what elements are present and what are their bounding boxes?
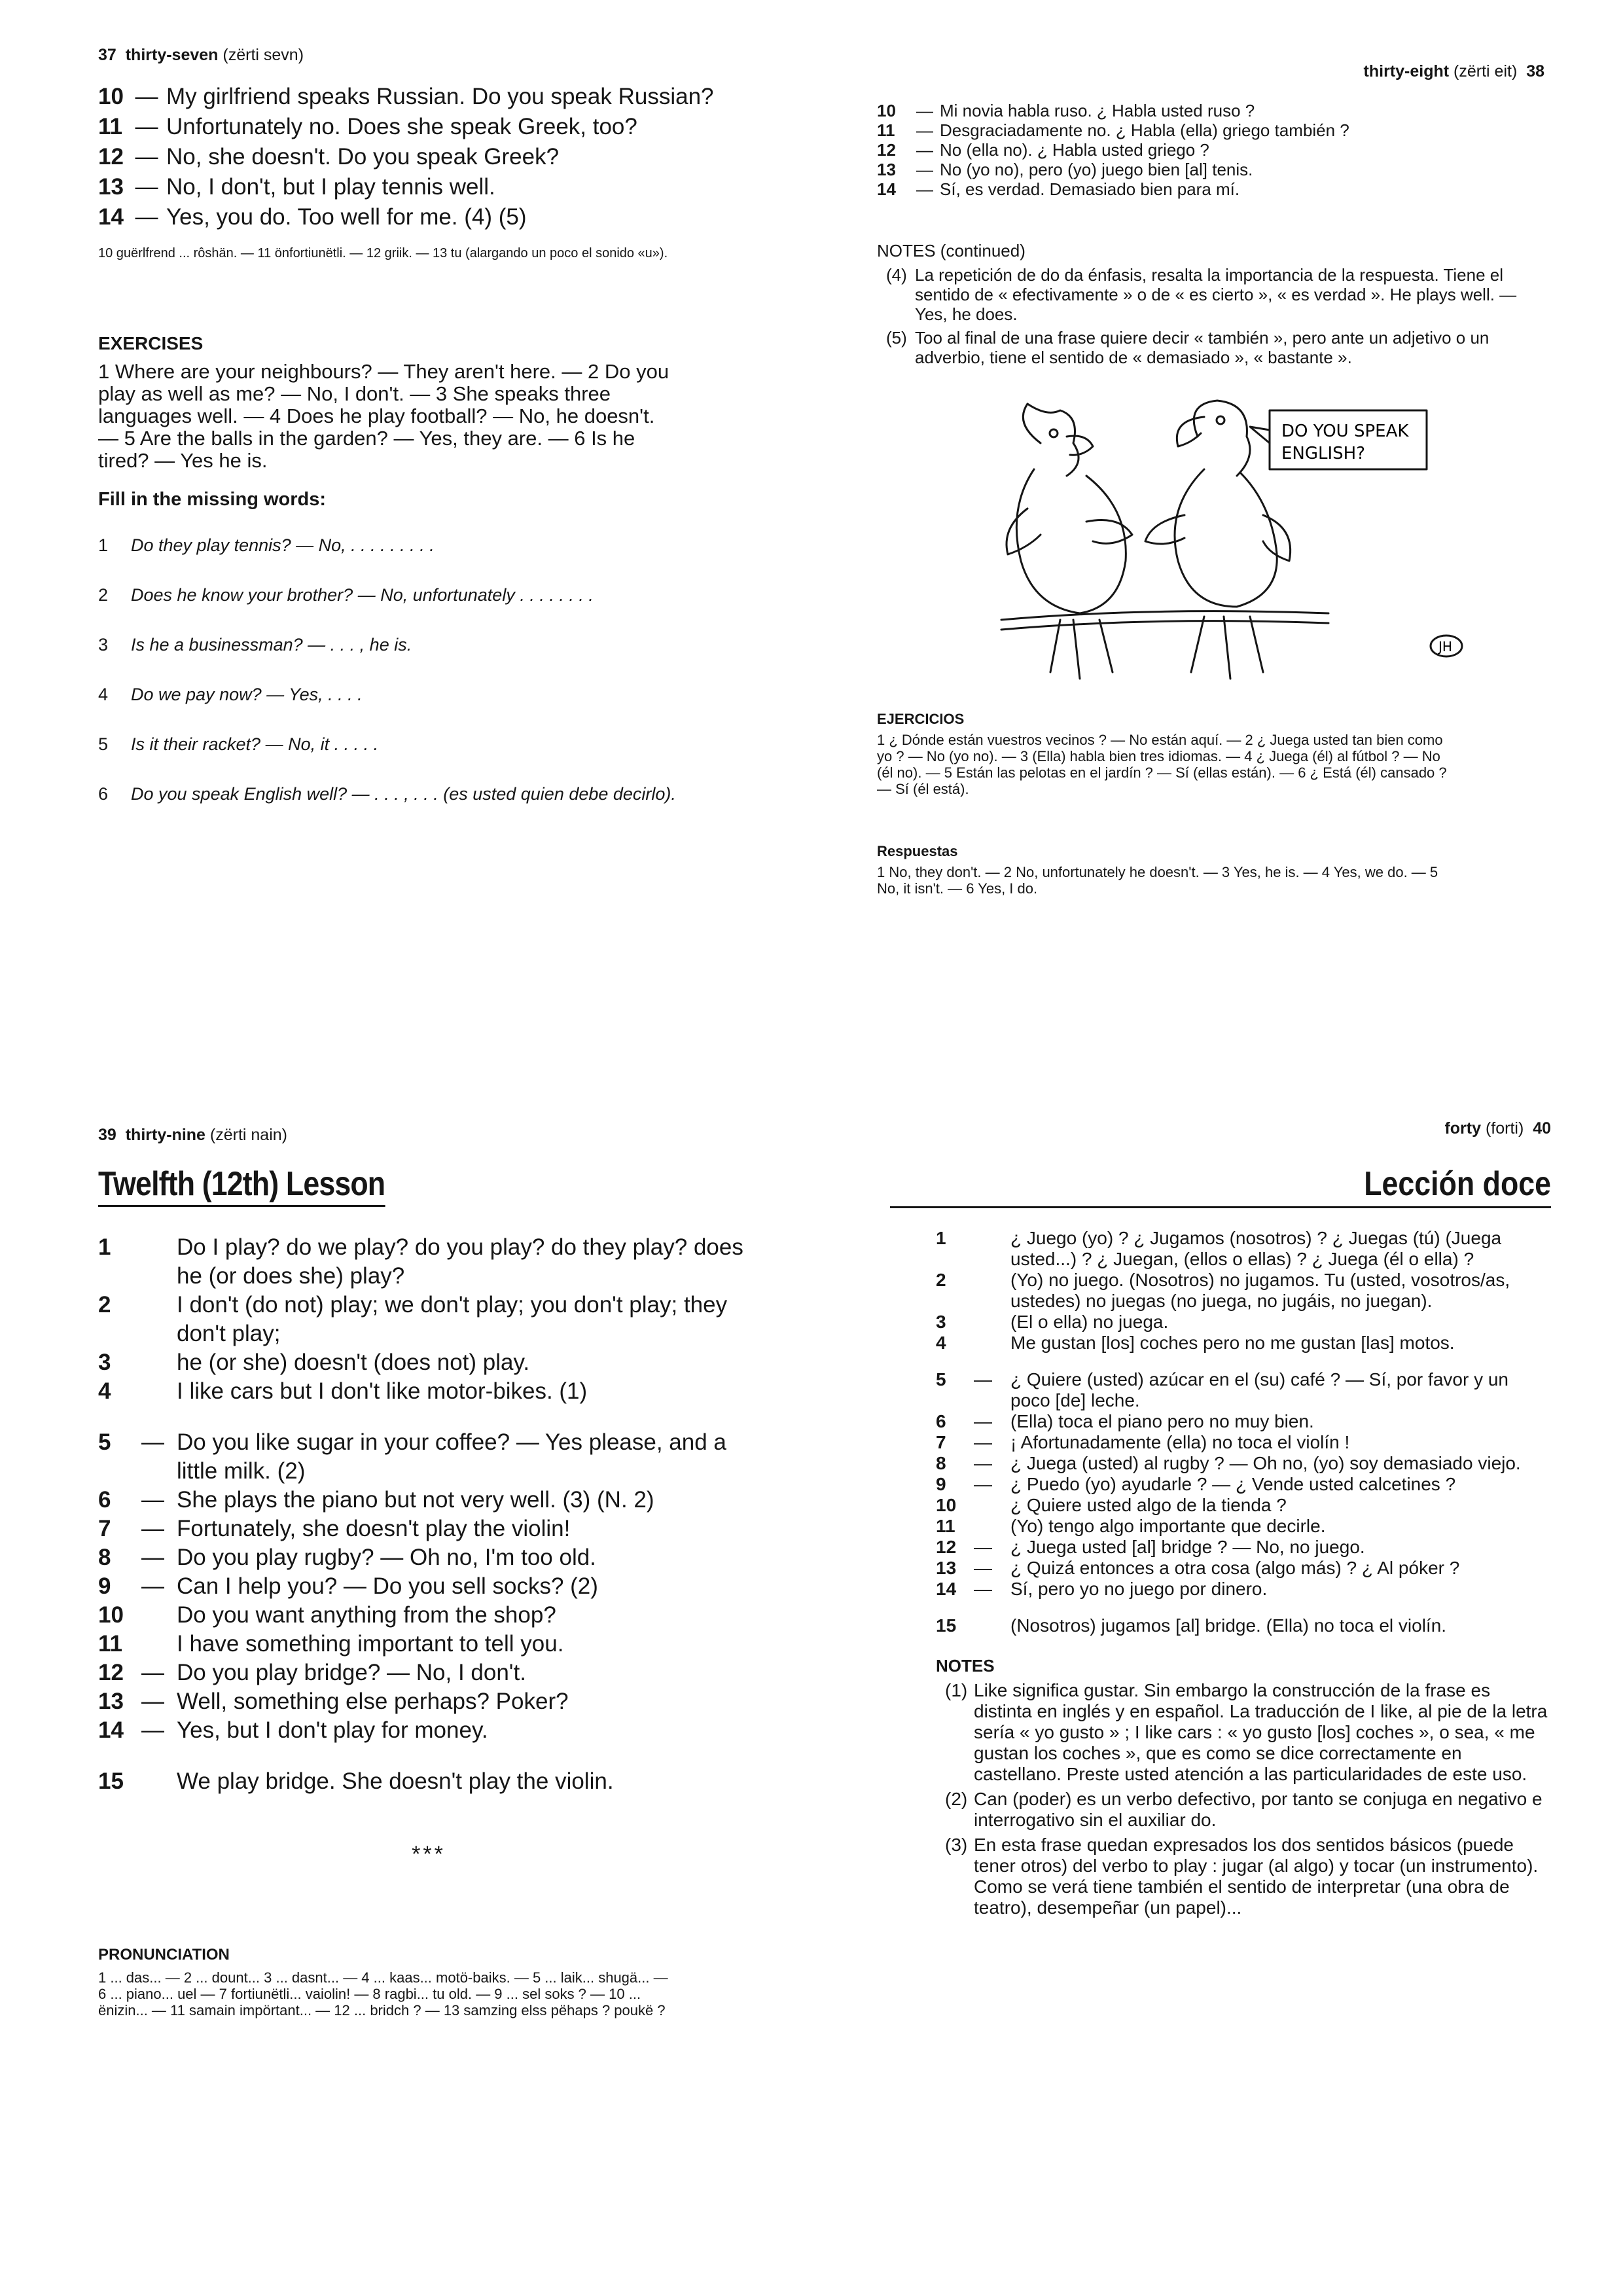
right-parrot-beak xyxy=(1177,417,1204,446)
lesson-line xyxy=(936,1558,1551,1579)
line-dash xyxy=(974,1333,1010,1354)
line-dash: — xyxy=(974,1537,992,1557)
lesson-line xyxy=(98,1486,759,1515)
lesson-line xyxy=(98,1572,759,1601)
line-number: 5 xyxy=(98,1429,111,1455)
page-39 xyxy=(98,1126,759,2238)
fill-text: Is it their racket? — No, it . . . . . xyxy=(131,734,379,754)
line-number: 14 xyxy=(936,1579,957,1599)
line-text: I have something important to tell you. xyxy=(177,1631,564,1657)
line-text: ¿ Quiere (usted) azúcar en el (su) café ? — Sí, por favor y un poco [de] leche. xyxy=(1010,1369,1508,1410)
note-text: Too al final de una frase quiere decir « también », pero ante un adjetivo o un adverbio, tiene el sentido de « demasiado », « bastante ». xyxy=(915,328,1489,367)
line-number: 6 xyxy=(936,1411,946,1431)
lesson-line xyxy=(98,1767,759,1796)
note-number: (3) xyxy=(945,1835,968,1855)
page-number: 38 xyxy=(1526,62,1544,81)
line-text: (Nosotros) jugamos [al] bridge. (Ella) no toca el violín. xyxy=(1010,1615,1447,1636)
line-text: Do you play bridge? — No, I don't. xyxy=(177,1660,526,1685)
line-number: 3 xyxy=(98,1350,111,1375)
lesson-title: Twelfth (12th) Lesson xyxy=(98,1164,385,1207)
line-text: No, I don't, but I play tennis well. xyxy=(166,174,495,200)
page-38 xyxy=(877,62,1544,1122)
dialog-line xyxy=(877,160,1544,179)
line-number: 10 xyxy=(877,101,896,120)
dialog-line xyxy=(877,140,1544,160)
note-number: (2) xyxy=(945,1789,968,1809)
line-dash: — xyxy=(141,1573,164,1599)
line-text: I like cars but I don't like motor-bikes. (1) xyxy=(177,1378,588,1404)
line-number: 4 xyxy=(98,1378,111,1404)
lesson-line xyxy=(98,1348,759,1377)
line-text: No (ella no). ¿ Habla usted griego ? xyxy=(940,140,1209,160)
dialog-line xyxy=(877,101,1544,120)
line-number: 10 xyxy=(98,84,124,109)
fill-item xyxy=(98,683,759,706)
spacer xyxy=(936,1600,1551,1615)
line-number: 7 xyxy=(936,1432,946,1452)
line-dash xyxy=(141,1233,177,1291)
line-dash xyxy=(141,1601,177,1630)
lesson-line xyxy=(98,1601,759,1630)
line-number: 13 xyxy=(98,1689,124,1714)
line-dash: — xyxy=(135,84,158,109)
line-number: 9 xyxy=(936,1474,946,1494)
fill-number: 4 xyxy=(98,685,109,704)
fill-number: 1 xyxy=(98,535,109,555)
notes-continued-title: NOTES (continued) xyxy=(877,241,1026,260)
lesson-line xyxy=(936,1579,1551,1600)
note-number: (4) xyxy=(886,265,907,285)
line-dash: — xyxy=(974,1411,992,1431)
line-dash xyxy=(141,1377,177,1406)
left-parrot-wing xyxy=(1007,509,1041,554)
line-dash: — xyxy=(916,179,933,199)
dialog-line xyxy=(877,179,1544,199)
dialog-line xyxy=(98,173,759,201)
line-dash: — xyxy=(974,1453,992,1473)
dialog-line xyxy=(98,143,759,171)
page-pron: (zërti eit) xyxy=(1454,62,1518,81)
line-number: 11 xyxy=(98,114,122,139)
lesson-line xyxy=(98,1659,759,1687)
note xyxy=(936,1789,1551,1831)
lesson-line xyxy=(936,1369,1551,1411)
line-text: Do I play? do we play? do you play? do they play? does he (or does she) play? xyxy=(177,1234,743,1289)
line-number: 7 xyxy=(98,1516,111,1541)
line-dash: — xyxy=(135,204,158,230)
speech-line-1: DO YOU SPEAK xyxy=(1281,422,1409,441)
fill-text: Do they play tennis? — No, . . . . . . . . . xyxy=(131,535,435,555)
line-dash: — xyxy=(141,1717,164,1743)
line-dash: — xyxy=(135,174,158,200)
line-dash xyxy=(141,1291,177,1348)
note-text: La repetición de do da énfasis, resalta la importancia de la respuesta. Tiene el sentido de « efectivamente » o de « es cierto », « es verdad ». He plays well. — Yes, he does. xyxy=(915,265,1517,324)
left-parrot-eye xyxy=(1050,429,1058,437)
note xyxy=(936,1680,1551,1785)
pronunciation-text: 1 ... das... — 2 ... dount... 3 ... dasnt... — 4 ... kaas... motö-baiks. — 5 ... laik... shugä... — 6 ... piano... uel — 7 fortiunëtli... vaiolin! — 8 ragbi... tu old. — 9 ... sel soks ? — 10 ... ënizin... — 11 samain impörtant... — 12 ... bridch ? — 13 samzing elss pëhaps ? poukë ? xyxy=(98,1969,668,2018)
line-text: Me gustan [los] coches pero no me gustan [las] motos. xyxy=(1010,1333,1455,1353)
right-parrot-eye xyxy=(1217,416,1224,424)
page-word: thirty-eight xyxy=(1363,62,1450,81)
line-number: 10 xyxy=(98,1602,124,1628)
spacer xyxy=(98,1406,759,1428)
line-number: 13 xyxy=(877,160,896,179)
notes-list xyxy=(936,1680,1551,1918)
line-dash xyxy=(141,1630,177,1659)
lesson-line xyxy=(936,1333,1551,1354)
line-text: ¿ Quizá entonces a otra cosa (algo más) ? ¿ Al póker ? xyxy=(1010,1558,1460,1578)
line-number: 14 xyxy=(98,204,124,230)
line-text: Sí, pero yo no juego por dinero. xyxy=(1010,1579,1268,1599)
parrots-cartoon xyxy=(988,397,1486,685)
lesson-line xyxy=(936,1228,1551,1270)
line-dash xyxy=(974,1270,1010,1312)
line-text: Do you play rugby? — Oh no, I'm too old. xyxy=(177,1545,596,1570)
line-text: Mi novia habla ruso. ¿ Habla usted ruso ? xyxy=(940,101,1255,120)
lesson-line xyxy=(98,1543,759,1572)
right-parrot-body xyxy=(1175,469,1277,607)
fill-number: 2 xyxy=(98,585,109,605)
page-header-40 xyxy=(890,1119,1551,1138)
line-text: ¿ Juega (usted) al rugby ? — Oh no, (yo) soy demasiado viejo. xyxy=(1010,1453,1521,1473)
line-text: My girlfriend speaks Russian. Do you speak Russian? xyxy=(166,84,714,109)
line-number: 10 xyxy=(936,1495,957,1515)
fill-item xyxy=(98,733,759,755)
line-number: 13 xyxy=(98,174,124,200)
page-word: thirty-nine xyxy=(125,1126,205,1144)
line-dash: — xyxy=(141,1660,164,1685)
page-37 xyxy=(98,46,759,1119)
dialog-english xyxy=(98,83,759,231)
title-rule xyxy=(890,1206,1551,1208)
fill-number: 3 xyxy=(98,635,109,655)
line-text: ¿ Juega usted [al] bridge ? — No, no juego. xyxy=(1010,1537,1365,1557)
line-number: 8 xyxy=(936,1453,946,1473)
note-text: Can (poder) es un verbo defectivo, por tanto se conjuga en negativo e interrogativo sin el auxiliar do. xyxy=(974,1789,1543,1830)
lesson-line xyxy=(98,1291,759,1348)
page-number: 37 xyxy=(98,46,116,64)
line-text: ¿ Puedo (yo) ayudarle ? — ¿ Vende usted calcetines ? xyxy=(1010,1474,1456,1494)
dialog-line xyxy=(877,120,1544,140)
line-dash: — xyxy=(141,1516,164,1541)
line-number: 14 xyxy=(877,179,896,199)
line-dash xyxy=(141,1767,177,1796)
fill-text: Do you speak English well? — . . . , . . . (es usted quien debe decirlo). xyxy=(131,784,676,804)
fill-text: Do we pay now? — Yes, . . . . xyxy=(131,685,363,704)
line-text: Fortunately, she doesn't play the violin! xyxy=(177,1516,571,1541)
section-stars: *** xyxy=(412,1842,446,1867)
line-dash: — xyxy=(916,140,933,160)
line-dash: — xyxy=(916,101,933,120)
note xyxy=(936,1835,1551,1918)
line-dash: — xyxy=(974,1579,992,1599)
line-text: Sí, es verdad. Demasiado bien para mí. xyxy=(940,179,1240,199)
line-number: 11 xyxy=(877,120,895,140)
note-text: Like significa gustar. Sin embargo la construcción de la frase es distinta en inglés y en español. La traducción de I like, al pie de la letra sería « yo gusto » ; I like cars : « yo gusto [los] coches », o sea, « me gustan los coches », que es como se dice correctamente en castellano. Preste usted atención a las particularidades de este uso. xyxy=(974,1680,1548,1784)
line-number: 4 xyxy=(936,1333,946,1353)
line-dash: — xyxy=(916,160,933,179)
line-dash xyxy=(974,1516,1010,1537)
line-number: 5 xyxy=(936,1369,946,1390)
line-text: (Yo) tengo algo importante que decirle. xyxy=(1010,1516,1326,1536)
ejercicios-text: 1 ¿ Dónde están vuestros vecinos ? — No están aquí. — 2 ¿ Juega usted tan bien como yo ? — No (yo no). — 3 (Ella) habla bien tres idiomas. — 4 ¿ Juega (él) al fútbol ? — No (él no). — 5 Están las pelotas en el jardín ? — Sí (ellas están). — 6 ¿ Está (él) cansado ? — Sí (él está). xyxy=(877,732,1447,797)
lesson-line xyxy=(936,1615,1551,1636)
line-number: 12 xyxy=(98,1660,124,1685)
left-parrot-beak xyxy=(1067,436,1093,455)
spacer xyxy=(98,1745,759,1767)
dialog-line xyxy=(98,83,759,111)
speech-line-2: ENGLISH? xyxy=(1281,444,1366,463)
line-dash: — xyxy=(974,1369,992,1390)
note-number: (5) xyxy=(886,328,907,348)
fill-item xyxy=(98,534,759,556)
line-number: 9 xyxy=(98,1573,111,1599)
speech-pointer xyxy=(1250,427,1270,443)
line-text: No (yo no), pero (yo) juego bien [al] tenis. xyxy=(940,160,1253,179)
line-text: ¿ Juego (yo) ? ¿ Jugamos (nosotros) ? ¿ Juegas (tú) (Juega usted...) ? ¿ Juegan, (ellos o ellas) ? ¿ Juega (él o ella) ? xyxy=(1010,1228,1502,1269)
perch xyxy=(1001,611,1329,620)
dialog-spanish xyxy=(877,101,1544,199)
line-dash xyxy=(974,1495,1010,1516)
line-dash: — xyxy=(135,114,158,139)
line-number: 2 xyxy=(936,1270,946,1290)
page-pron: (zërti nain) xyxy=(209,1126,287,1144)
perch-bottom xyxy=(1001,621,1329,630)
line-dash: — xyxy=(974,1474,992,1494)
spacer xyxy=(936,1354,1551,1369)
line-number: 1 xyxy=(98,1234,111,1260)
line-text: (Yo) no juego. (Nosotros) no jugamos. Tu (usted, vosotros/as, ustedes) no juegas (no juega, no jugáis, no juegan). xyxy=(1010,1270,1510,1311)
lesson-line xyxy=(98,1428,759,1486)
right-parrot-arm xyxy=(1145,515,1185,544)
page-header-37 xyxy=(98,46,759,65)
lesson-line xyxy=(936,1411,1551,1432)
line-text: We play bridge. She doesn't play the violin. xyxy=(177,1768,614,1794)
line-text: Yes, you do. Too well for me. (4) (5) xyxy=(166,204,527,230)
line-number: 1 xyxy=(936,1228,946,1248)
note-text: En esta frase quedan expresados los dos sentidos básicos (puede tener otros) del verbo to play : jugar (al algo) y tocar (un instrumento). Como se verá tiene también el sentido de interpretar (una obra de teatro), desempeñar (un papel)... xyxy=(974,1835,1539,1918)
lesson-line xyxy=(936,1453,1551,1474)
line-number: 15 xyxy=(936,1615,957,1636)
fill-number: 5 xyxy=(98,734,109,754)
line-text: No, she doesn't. Do you speak Greek? xyxy=(166,144,560,170)
page-pron: (forti) xyxy=(1485,1119,1524,1138)
lesson-line xyxy=(98,1233,759,1291)
exercises-text: 1 Where are your neighbours? — They aren't here. — 2 Do you play as well as me? — No, I don't. — 3 She speaks three languages well. — 4 Does he play football? — No, he doesn't. — 5 Are the balls in the garden? — Yes, they are. — 6 Is he tired? — Yes he is. xyxy=(98,360,669,472)
line-number: 3 xyxy=(936,1312,946,1332)
line-number: 11 xyxy=(98,1631,122,1657)
line-number: 13 xyxy=(936,1558,957,1578)
ejercicios-title: EJERCICIOS xyxy=(877,711,965,727)
line-text: (El o ella) no juega. xyxy=(1010,1312,1169,1332)
line-text: ¡ Afortunadamente (ella) no toca el violín ! xyxy=(1010,1432,1350,1452)
pronunciation-note: 10 guërlfrend ... rôshän. — 11 önfortiunëtli. — 12 griik. — 13 tu (alargando un poco el sonido «u»). xyxy=(98,246,668,260)
fill-number: 6 xyxy=(98,784,109,804)
line-number: 12 xyxy=(877,140,896,160)
respuestas-text: 1 No, they don't. — 2 No, unfortunately he doesn't. — 3 Yes, he is. — 4 Yes, we do. — 5 No, it isn't. — 6 Yes, I do. xyxy=(877,864,1438,897)
note xyxy=(877,265,1544,324)
line-dash: — xyxy=(141,1689,164,1714)
line-text: Do you like sugar in your coffee? — Yes please, and a little milk. (2) xyxy=(177,1429,726,1484)
line-text: he (or she) doesn't (does not) play. xyxy=(177,1350,530,1375)
fill-item xyxy=(98,783,759,805)
line-text: ¿ Quiere usted algo de la tienda ? xyxy=(1010,1495,1287,1515)
fill-text: Does he know your brother? — No, unfortunately . . . . . . . . xyxy=(131,585,594,605)
note-number: (1) xyxy=(945,1680,968,1700)
line-dash: — xyxy=(974,1558,992,1578)
line-text: She plays the piano but not very well. (3) (N. 2) xyxy=(177,1487,654,1513)
right-parrot-head xyxy=(1194,401,1250,476)
lesson-line xyxy=(936,1495,1551,1516)
line-text: Well, something else perhaps? Poker? xyxy=(177,1689,569,1714)
respuestas-title: Respuestas xyxy=(877,843,958,859)
line-dash: — xyxy=(141,1487,164,1513)
line-dash xyxy=(974,1228,1010,1270)
page-number: 39 xyxy=(98,1126,116,1144)
page-word: forty xyxy=(1444,1119,1481,1138)
line-text: Do you want anything from the shop? xyxy=(177,1602,556,1628)
fill-title: Fill in the missing words: xyxy=(98,489,327,510)
fill-item xyxy=(98,584,759,606)
lesson-line xyxy=(936,1474,1551,1495)
line-number: 8 xyxy=(98,1545,111,1570)
exercises-title: EXERCISES xyxy=(98,333,204,353)
dialog-line xyxy=(98,204,759,231)
line-dash xyxy=(974,1615,1010,1636)
pronunciation-title: PRONUNCIATION xyxy=(98,1946,230,1964)
fill-item xyxy=(98,634,759,656)
line-number: 12 xyxy=(98,144,124,170)
notes-title: NOTES xyxy=(936,1656,995,1676)
lesson-line xyxy=(936,1270,1551,1312)
line-dash xyxy=(974,1312,1010,1333)
line-number: 6 xyxy=(98,1487,111,1513)
line-text: Unfortunately no. Does she speak Greek, too? xyxy=(166,114,637,139)
lesson-line xyxy=(936,1516,1551,1537)
page-number: 40 xyxy=(1533,1119,1551,1138)
line-text: I don't (do not) play; we don't play; you don't play; they don't play; xyxy=(177,1292,728,1346)
lesson-line xyxy=(936,1432,1551,1453)
page-word: thirty-seven xyxy=(125,46,219,64)
line-dash xyxy=(141,1348,177,1377)
fill-text: Is he a businessman? — . . . , he is. xyxy=(131,635,412,655)
page-40 xyxy=(890,1119,1551,2219)
signature: JH xyxy=(1438,639,1452,655)
line-text: Yes, but I don't play for money. xyxy=(177,1717,488,1743)
line-number: 12 xyxy=(936,1537,957,1557)
page-header-38 xyxy=(877,62,1544,81)
line-dash: — xyxy=(141,1545,164,1570)
line-dash: — xyxy=(135,144,158,170)
lesson-line xyxy=(98,1716,759,1745)
tail-feathers xyxy=(1050,617,1263,679)
line-text: Can I help you? — Do you sell socks? (2) xyxy=(177,1573,598,1599)
lesson-title: Lección doce xyxy=(1364,1165,1551,1203)
lesson-line xyxy=(936,1312,1551,1333)
line-number: 2 xyxy=(98,1292,111,1318)
lesson-line xyxy=(98,1630,759,1659)
lesson-english xyxy=(98,1233,759,1796)
line-text: Desgraciadamente no. ¿ Habla (ella) griego también ? xyxy=(940,120,1349,140)
left-parrot-head xyxy=(1023,404,1079,476)
line-text: (Ella) toca el piano pero no muy bien. xyxy=(1010,1411,1314,1431)
line-dash: — xyxy=(974,1432,992,1452)
line-number: 11 xyxy=(936,1516,955,1536)
page-header-39 xyxy=(98,1126,759,1145)
lesson-line xyxy=(98,1515,759,1543)
page-pron: (zërti sevn) xyxy=(223,46,304,64)
line-number: 15 xyxy=(98,1768,124,1794)
line-number: 14 xyxy=(98,1717,124,1743)
note xyxy=(877,328,1544,367)
lesson-line xyxy=(936,1537,1551,1558)
lesson-line xyxy=(98,1687,759,1716)
line-dash: — xyxy=(141,1429,164,1455)
lesson-line xyxy=(98,1377,759,1406)
line-dash: — xyxy=(916,120,933,140)
dialog-line xyxy=(98,113,759,141)
lesson-spanish xyxy=(936,1228,1551,1636)
